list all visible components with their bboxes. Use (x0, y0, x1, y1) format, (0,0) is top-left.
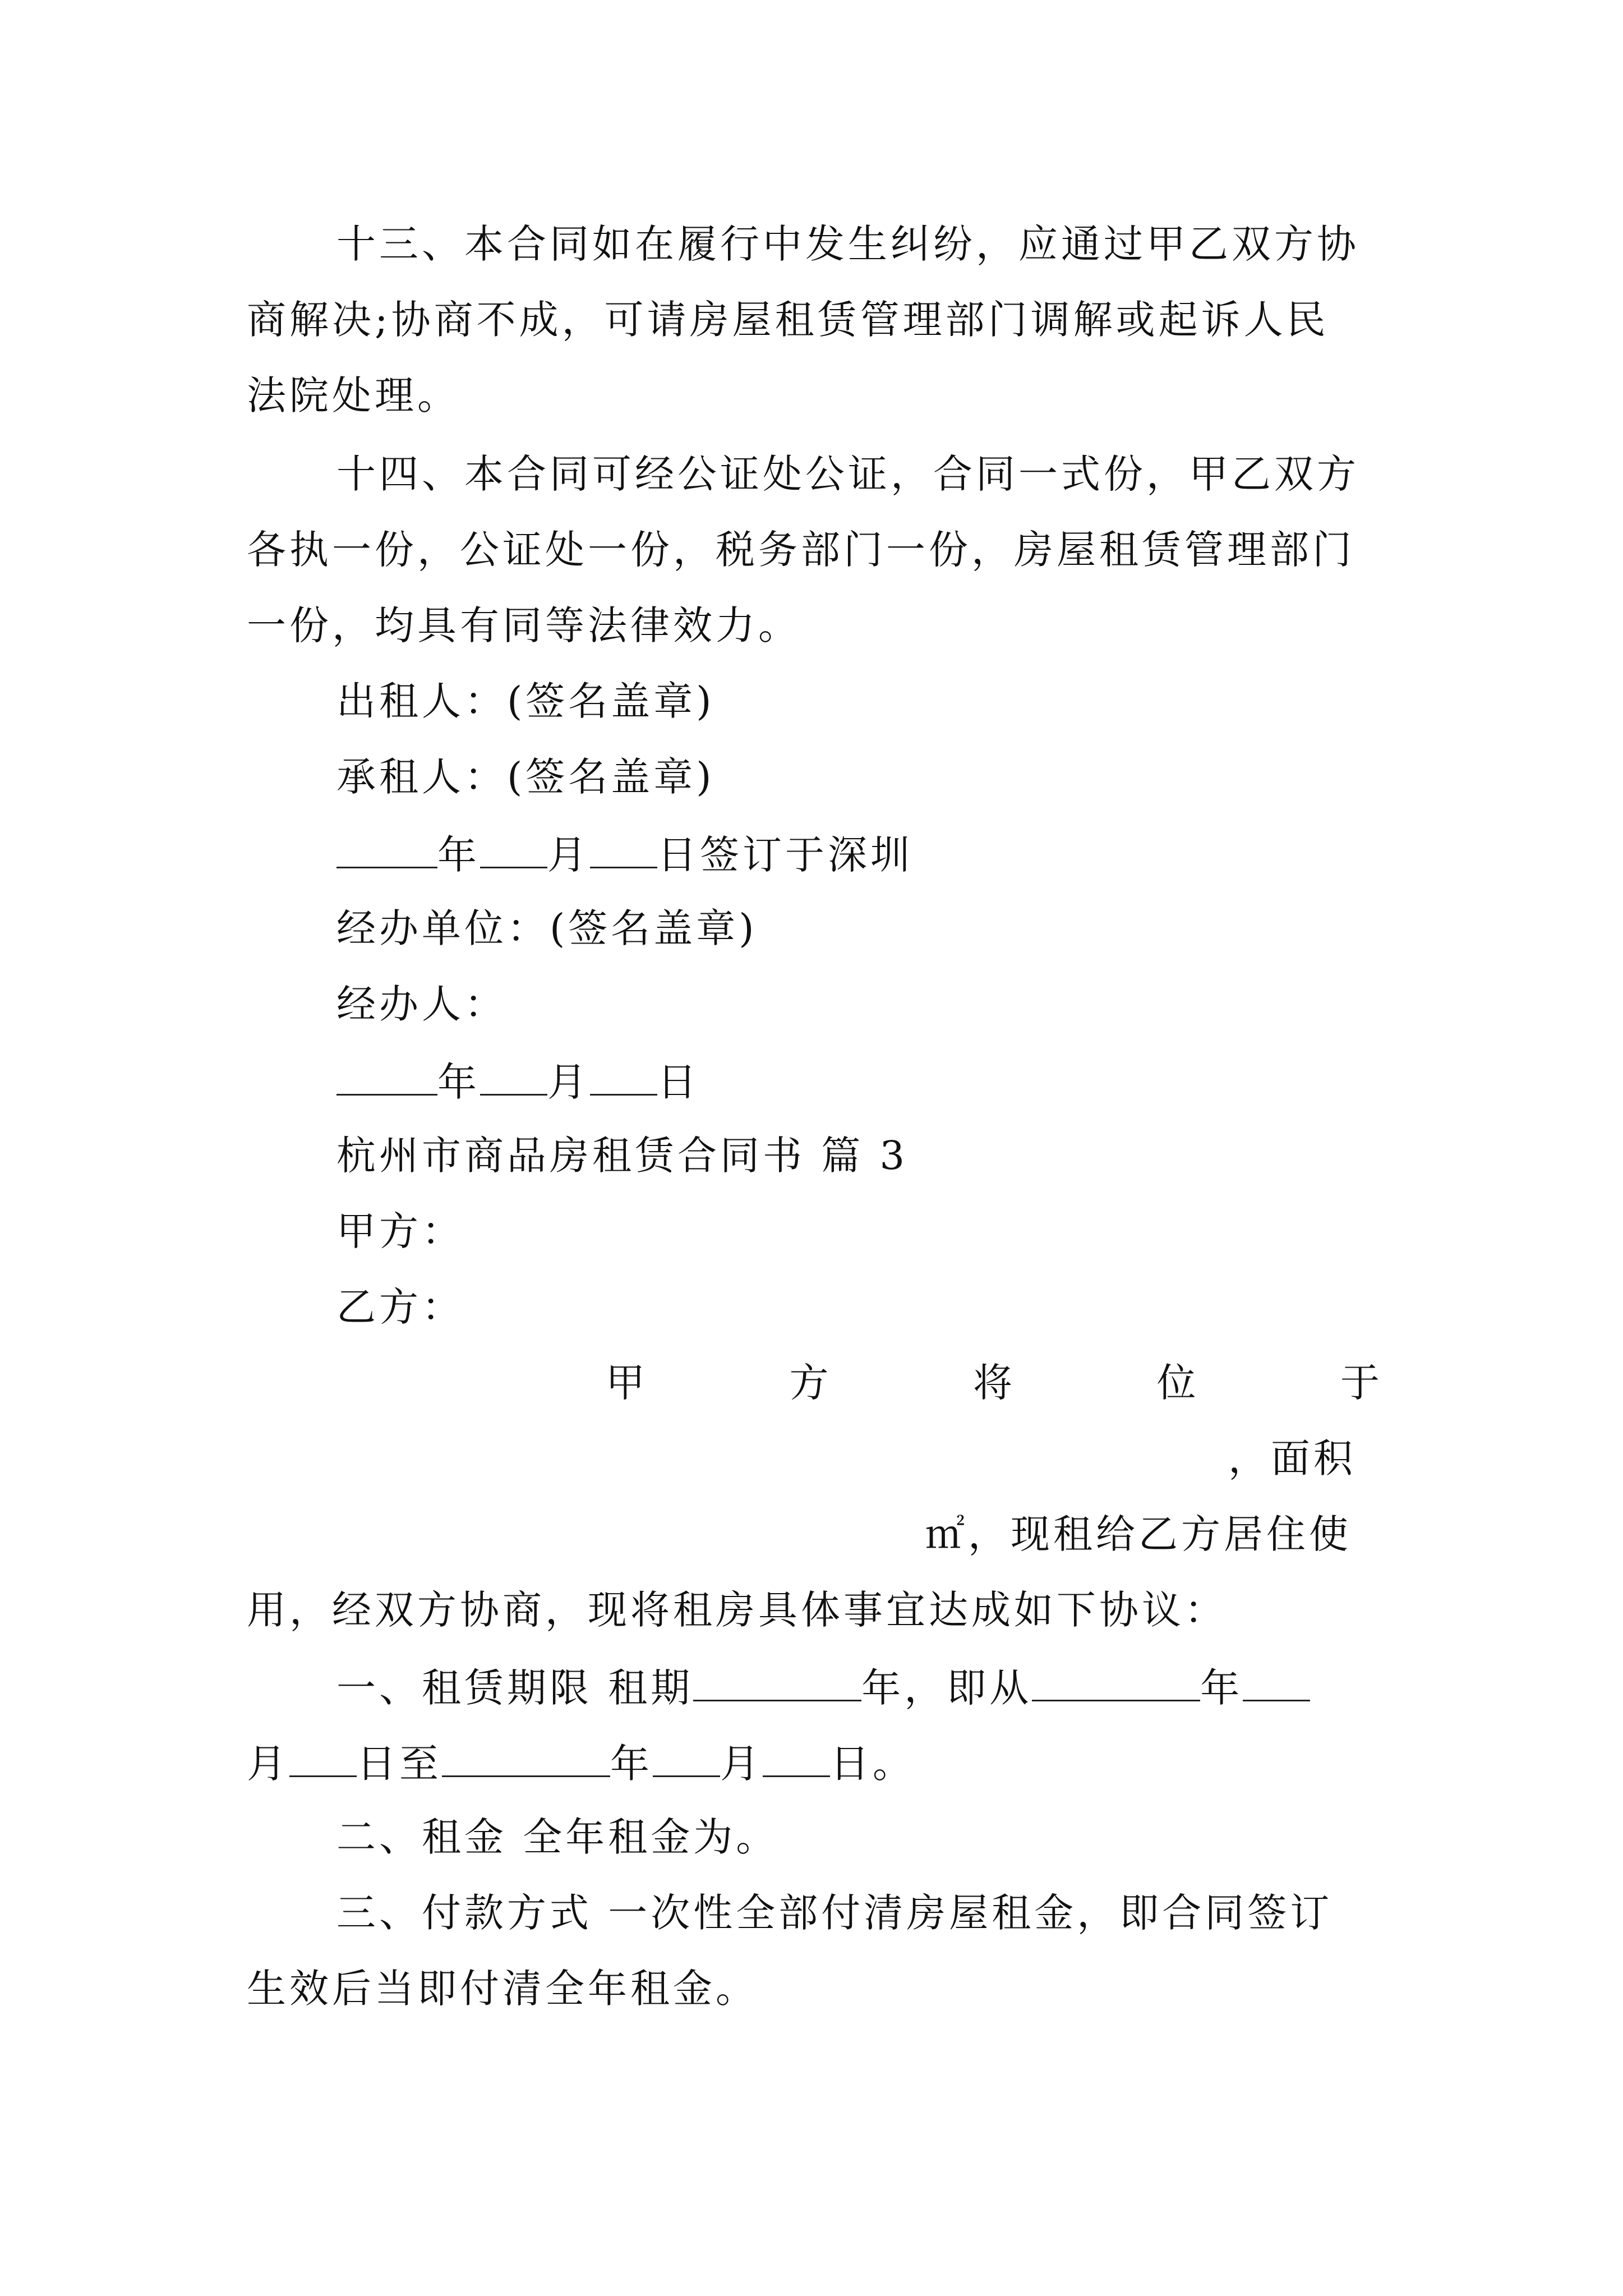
spread-char: 于 (1340, 1360, 1380, 1406)
clause-13-line-1: 十三、本合同如在履行中发生纠纷，应通过甲乙双方协 (336, 221, 1359, 267)
spread-char: 甲 (606, 1360, 645, 1406)
term-year-from-label: 年，即从 (861, 1665, 1032, 1711)
party-a-label: 甲方： (336, 1208, 464, 1254)
day-blank (590, 1060, 657, 1096)
area-use-line: ㎡，现租给乙方居住使 (925, 1511, 1352, 1557)
agent-date-line (336, 1059, 700, 1105)
term-years-blank (693, 1666, 861, 1701)
payment-clause-line-2: 生效后当即付清全年租金。 (247, 1966, 758, 2012)
justified-property-line (606, 1360, 1380, 1406)
lease-term-line-1 (336, 1665, 1310, 1711)
start-day-to-label: 日至 (357, 1741, 442, 1787)
day-blank (590, 833, 657, 868)
month-blank (480, 1060, 547, 1096)
end-month-blank (653, 1742, 720, 1777)
agent-signature: 经办人： (336, 981, 507, 1027)
day-place-label: 日签订于深圳 (657, 832, 913, 878)
rent-clause: 二、租金 全年租金为。 (336, 1814, 779, 1860)
spread-char: 将 (973, 1360, 1012, 1406)
lessee-signature: 承租人：(签名盖章) (336, 754, 715, 800)
start-month-label: 月 (247, 1741, 289, 1787)
end-year-blank (442, 1742, 610, 1777)
spread-char: 位 (1156, 1360, 1196, 1406)
clause-14-line-1: 十四、本合同可经公证处公证，合同一式份，甲乙双方 (336, 451, 1359, 497)
party-b-label: 乙方： (336, 1284, 464, 1330)
month-blank (480, 833, 547, 868)
start-month-blank (1243, 1666, 1310, 1701)
clause-13-line-3: 法院处理。 (247, 372, 460, 418)
spread-char: 方 (789, 1360, 829, 1406)
year-blank (336, 833, 437, 868)
year-label: 年 (437, 1059, 480, 1105)
end-day-blank (763, 1742, 830, 1777)
start-year-blank (1032, 1666, 1200, 1701)
end-month-label: 月 (720, 1741, 763, 1787)
year-blank (336, 1060, 437, 1096)
section-title: 杭州市商品房租赁合同书 篇 3 (336, 1133, 909, 1179)
year-label: 年 (437, 832, 480, 878)
agency-signature: 经办单位：(签名盖章) (336, 905, 758, 951)
signing-date-line (336, 832, 913, 878)
clause-14-line-2: 各执一份，公证处一份，税务部门一份，房屋租赁管理部门 (247, 527, 1355, 573)
end-year-label: 年 (610, 1741, 653, 1787)
agreement-line: 用，经双方协商，现将租房具体事宜达成如下协议： (247, 1587, 1227, 1633)
clause-13-line-2: 商解决;协商不成，可请房屋租赁管理部门调解或起诉人民 (247, 297, 1329, 343)
area-label: ，面积 (1228, 1435, 1356, 1481)
start-day-blank (289, 1742, 357, 1777)
payment-clause-line-1: 三、付款方式 一次性全部付清房屋租金，即合同签订 (336, 1890, 1333, 1936)
month-label: 月 (547, 1059, 590, 1105)
day-label: 日 (657, 1059, 700, 1105)
lessor-signature: 出租人：(签名盖章) (336, 678, 715, 724)
month-label: 月 (547, 832, 590, 878)
end-day-label: 日。 (830, 1741, 915, 1787)
lease-term-line-2 (247, 1741, 915, 1787)
term-label: 一、租赁期限 租期 (336, 1665, 694, 1711)
clause-14-line-3: 一份，均具有同等法律效力。 (247, 602, 801, 648)
start-year-label: 年 (1200, 1665, 1243, 1711)
